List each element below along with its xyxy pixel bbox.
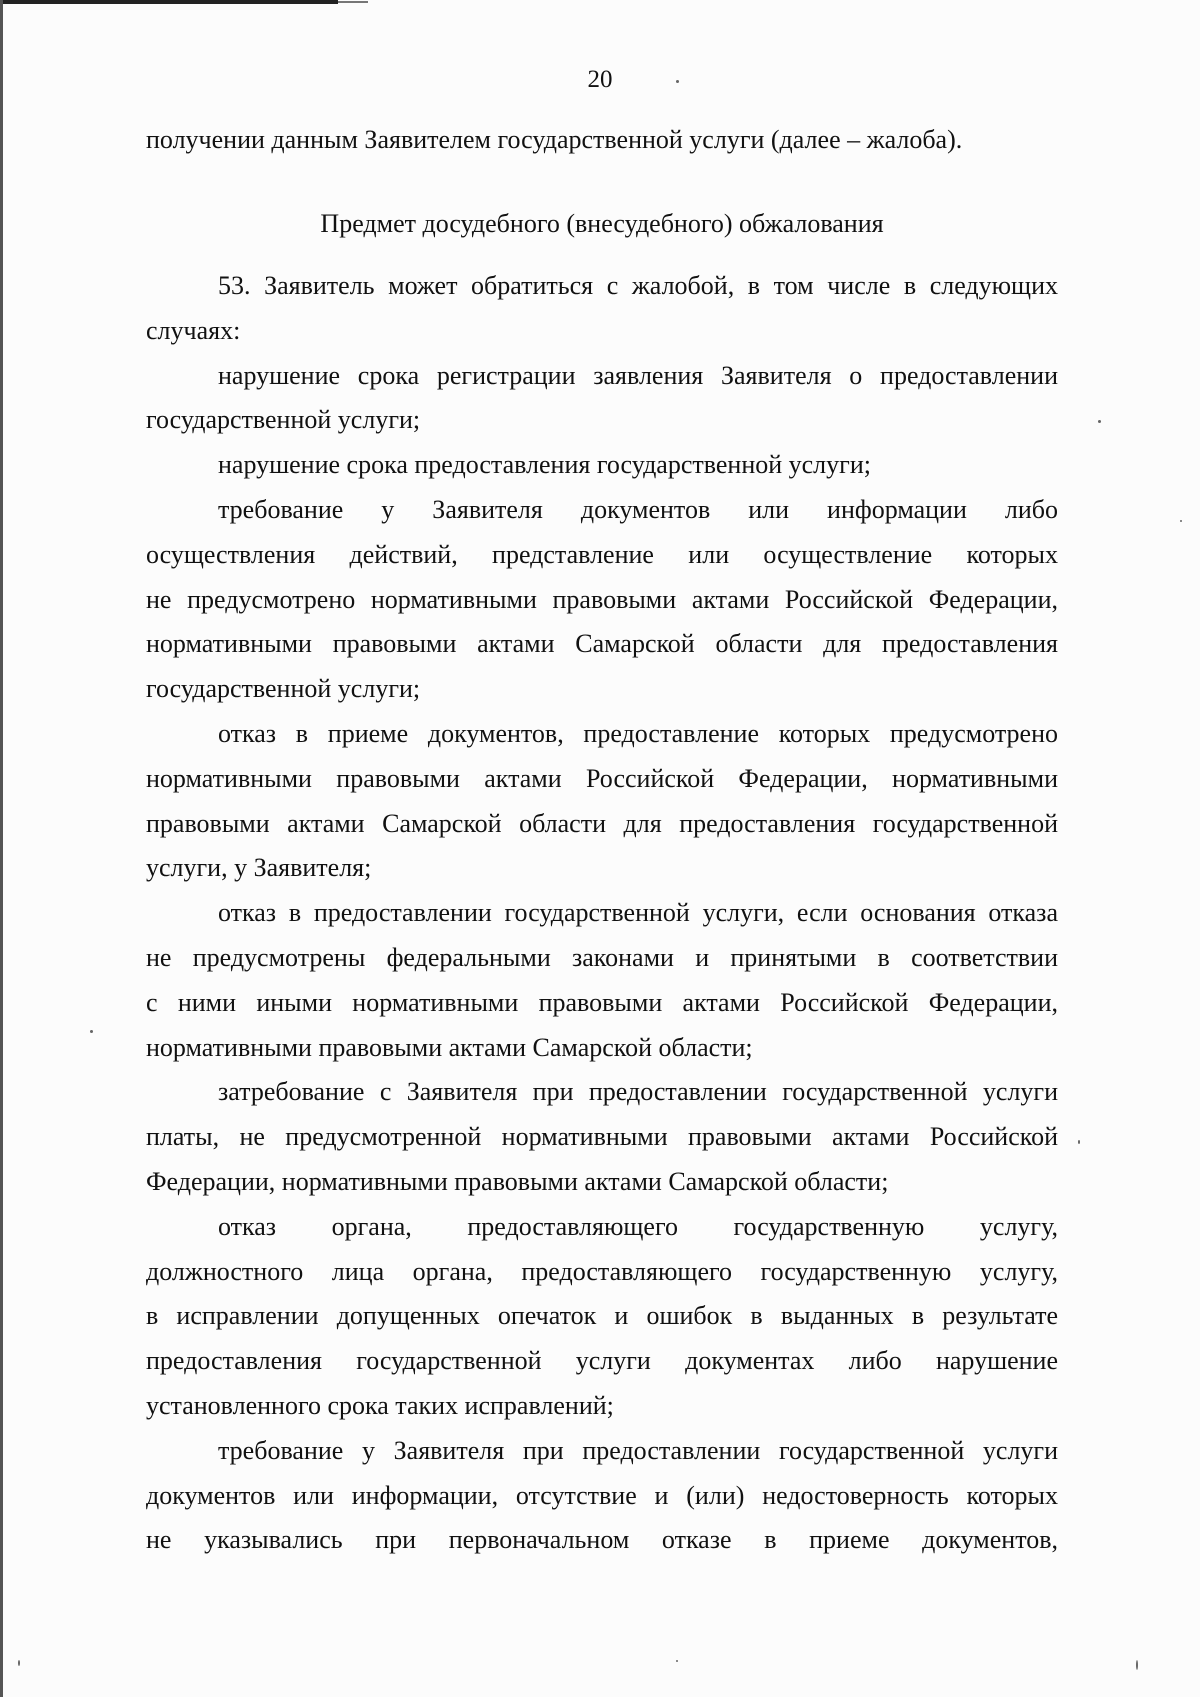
scan-edge-top [0,0,338,4]
text-line: правовыми актами Самарской области для предоставления государственной [146,808,1058,838]
text-line: установленного срока таких исправлений; [146,1390,614,1420]
scan-speck [18,1660,20,1666]
text-line: нормативными правовыми актами Российской Федерации, нормативными [146,763,1058,793]
text-block [146,264,1058,1563]
text-line: отказ в предоставлении государственной услуги, если основания отказа [218,898,1058,928]
text-line: не предусмотрено нормативными правовыми актами Российской Федерации, [146,584,1058,614]
text-line: с ними иными нормативными правовыми актами Российской Федерации, [146,987,1058,1017]
text-line: не указывались при первоначальном отказе в приеме документов, [146,1525,1058,1555]
text-line: государственной услуги; [146,674,421,704]
text-line: случаях: [146,315,241,345]
text-block [146,118,1058,163]
scan-speck [676,1660,678,1662]
text-line: нормативными правовыми актами Самарской области для предоставления [146,629,1058,659]
scan-speck [1136,1660,1138,1670]
scan-speck [676,80,679,83]
text-line: осуществления действий, представление или осуществление которых [146,539,1058,569]
text-line: услуги, у Заявителя; [146,853,372,883]
text-line: 53. Заявитель может обратиться с жалобой, в том числе в следующих [218,271,1058,300]
page-number: 20 [587,66,613,93]
text-line: не предусмотрены федеральными законами и принятыми в соответствии [146,942,1058,972]
text-line: требование у Заявителя при предоставлении государственной услуги [218,1435,1058,1465]
text-line: документов или информации, отсутствие и (или) недостоверность которых [146,1480,1058,1510]
scan-edge-left [0,0,3,1697]
scan-speck [1078,1140,1080,1144]
text-line: в исправлении допущенных опечаток и ошибок в выданных в результате [146,1301,1058,1331]
text-block [146,202,1058,247]
text-line: получении данным Заявителем государственной услуги (далее – жалоба). [146,125,963,154]
text-line: нарушение срока регистрации заявления Заявителя о предоставлении [218,360,1058,390]
text-line: требование у Заявителя документов или информации либо [218,494,1058,524]
text-line: нарушение срока предоставления государственной услуги; [218,450,871,480]
text-line: платы, не предусмотренной нормативными правовыми актами Российской [146,1122,1058,1152]
scan-speck [1098,420,1101,423]
text-line: государственной услуги; [146,405,421,435]
text-line: отказ органа, предоставляющего государственную услугу, [218,1211,1058,1241]
text-line: должностного лица органа, предоставляющего государственную услугу, [146,1256,1058,1286]
text-line: Предмет досудебного (внесудебного) обжалования [320,209,884,238]
text-line: отказ в приеме документов, предоставление которых предусмотрено [218,718,1058,748]
text-line: Федерации, нормативными правовыми актами Самарской области; [146,1166,889,1196]
text-line: нормативными правовыми актами Самарской области; [146,1032,753,1062]
text-line: предоставления государственной услуги документах либо нарушение [146,1346,1058,1376]
scan-speck [90,1030,93,1033]
scan-speck [1180,520,1182,522]
text-line: затребование с Заявителя при предоставлении государственной услуги [218,1077,1058,1107]
